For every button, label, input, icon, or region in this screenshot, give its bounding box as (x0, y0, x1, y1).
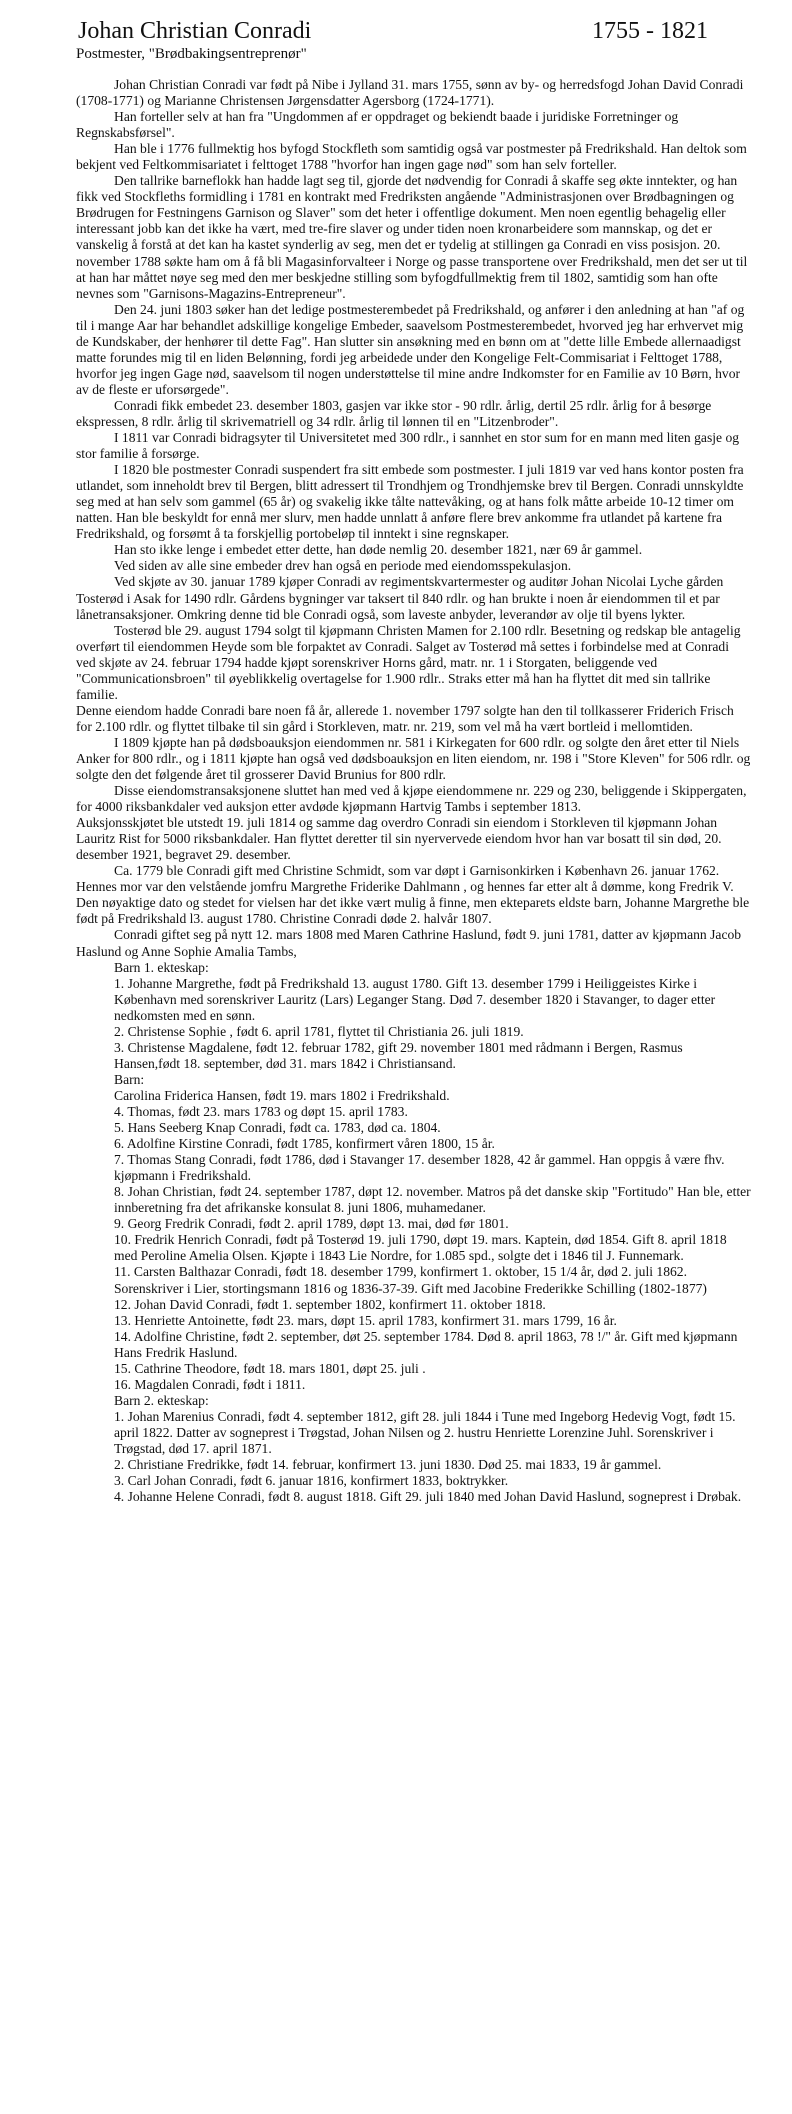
paragraph: Disse eiendomstransaksjonene sluttet han med ved å kjøpe eiendommene nr. 229 og 230, beliggende i Skippergaten, for 4000 riksbankdaler ved auksjon etter avdøde kjøpmann Hartvig Tambs i september 1813. (76, 783, 747, 815)
child-entry: 6. Adolfine Kirstine Conradi, født 1785, konfirmert våren 1800, 15 år. (114, 1136, 495, 1152)
child-entry: 9. Georg Fredrik Conradi, født 2. april 1789, døpt 13. mai, død før 1801. (114, 1216, 509, 1232)
child-entry: 5. Hans Seeberg Knap Conradi, født ca. 1783, død ca. 1804. (114, 1120, 441, 1136)
child-entry: 7. Thomas Stang Conradi, født 1786, død i Stavanger 17. desember 1828, 42 år gammel. Han oppgis å være fhv. kjøpmann i Fredrikshald. (114, 1152, 725, 1184)
child-entry: 3. Christense Magdalene, født 12. februar 1782, gift 29. november 1801 med rådmann i Bergen, Rasmus Hansen,født 18. september, død 31. mars 1842 i Christiansand. (114, 1039, 683, 1071)
child-entry: 1. Johanne Margrethe, født på Fredrikshald 13. august 1780. Gift 13. desember 1799 i Heiliggeistes Kirke i København med sorenskriver Lauritz (Lars) Leganger Stang. Død 7. desember 1820 i Stavanger, to dager etter nedkomsten med en sønn. (114, 975, 716, 1023)
occupation-subtitle: Postmester, "Brødbakingsentreprenør" (76, 46, 307, 62)
child-entry: Carolina Friderica Hansen, født 19. mars 1802 i Fredrikshald. (114, 1087, 450, 1103)
paragraph: Han ble i 1776 fullmektig hos byfogd Stockfleth som samtidig også var postmester på Fredrikshald. Han deltok som bekjent ved Feltkommisariatet i felttoget 1788 "hvorfor han ingen gage nød" som han selv forteller. (76, 141, 747, 173)
child-entry: 2. Christense Sophie , født 6. april 1781, flyttet til Christiania 26. juli 1819. (114, 1023, 524, 1039)
child-entry: 12. Johan David Conradi, født 1. september 1802, konfirmert 11. oktober 1818. (114, 1296, 546, 1312)
child-entry: 15. Cathrine Theodore, født 18. mars 1801, døpt 25. juli . (114, 1360, 426, 1376)
child-entry: 1. Johan Marenius Conradi, født 4. september 1812, gift 28. juli 1844 i Tune med Ingeborg Hedevig Vogt, født 15. april 1822. Datter av sogneprest i Trøgstad, Johan Nilsen og 2. hustru Henriette Lorenzine Juhl. Sorenskriver i Trøgstad, død 17. april 1871. (114, 1408, 736, 1456)
child-entry: 10. Fredrik Henrich Conradi, født på Tosterød 19. juli 1790, døpt 19. mars. Kaptein, død 1854. Gift 8. april 1818 med Peroline Amelia Olsen. Kjøpte i 1843 Lie Nordre, for 1.085 spd., solgte det i 1846 til J. Funnemark. (114, 1232, 727, 1264)
child-entry: Barn: (114, 1071, 145, 1087)
lifespan-heading: 1755 - 1821 (592, 18, 708, 44)
paragraph: Ved skjøte av 30. januar 1789 kjøper Conradi av regimentskvartermester og auditør Johan Nicolai Lyche gården Tosterød i Asak for 1490 rdlr. Gårdens bygninger var taksert til 840 rdlr. og han brukte i noen år eiendommen til et par lånetransaksjoner. Omkring denne tid ble Conradi også, som laveste anbyder, leverandør av olje til byens lykter. (76, 574, 724, 622)
paragraph: Den 24. juni 1803 søker han det ledige postmesterembedet på Fredrikshald, og anfører i den anledning at han "af og til i mange Aar har behandlet adskillige kongelige Embeder, saavelsom Postmesterembedet, hvorved jeg har erhvervet mig de Kundskaber, der henhører til dette Fag". Han slutter sin ansøkning med en bønn om at "dette lille Embede allernaadigst matte forundes mig til en liden Belønning, fordi jeg arbeidede under den Kongelige Felt-Commisariat i Felttoget 1788, hvorfor jeg ingen Gage nød, saavelsom til nogen understøttelse til mine andre Indkomster for en Familie av 10 Børn, hvor av de fleste er uforsørgede". (76, 301, 745, 397)
child-entry: 4. Thomas, født 23. mars 1783 og døpt 15. april 1783. (114, 1104, 408, 1119)
paragraph: I 1811 var Conradi bidragsyter til Universitetet med 300 rdlr., i sannhet en stor sum for en mann med liten gasje og stor familie å forsørge. (76, 430, 740, 462)
child-entry: 8. Johan Christian, født 24. september 1787, døpt 12. november. Matros på det danske skip "Fortitudo" Han ble, etter innberetning fra det afrikanske konsulat 8. juni 1806, muhamedaner. (114, 1184, 751, 1216)
child-entry: 13. Henriette Antoinette, født 23. mars, døpt 15. april 1783, konfirmert 31. mars 1799, 16 år. (114, 1312, 617, 1328)
paragraph: Conradi giftet seg på nytt 12. mars 1808 med Maren Cathrine Haslund, født 9. juni 1781, datter av kjøpmann Jacob Haslund og Anne Sophie Amalia Tambs, (76, 927, 742, 959)
person-name-heading: Johan Christian Conradi (78, 18, 312, 44)
paragraph: Johan Christian Conradi var født på Nibe i Jylland 31. mars 1755, sønn av by- og herredsfogd Johan David Conradi (1708-1771) og Marianne Christensen Jørgensdatter Agersborg (1724-1771). (76, 77, 744, 109)
paragraph: Tosterød ble 29. august 1794 solgt til kjøpmann Christen Mamen for 2.100 rdlr. Besetning og redskap ble antagelig overført til eiendommen Heyde som ble forpaktet av Conradi. Salget av Tosterød må settes i forbindelse med at Conradi ved skjøte av 24. februar 1794 hadde kjøpt sorenskriver Horns gård, matr. nr. 1 i Storgaten, beliggende ved "Communicationsbroen" til øyeblikkelig overtagelse for 1.900 rdlr.. Straks etter må han ha flyttet dit med sin tallrike familie. (76, 622, 741, 702)
paragraph: Auksjonsskjøtet ble utstedt 19. juli 1814 og samme dag overdro Conradi sin eiendom i Storkleven til kjøpmann Johan Lauritz Rist for 5000 riksbankdaler. Han flyttet deretter til sin nyervervede eiendom hvor han var bosatt til sin død, 20. desember 1921, begravet 29. desember. (76, 815, 722, 863)
paragraph: Han sto ikke lenge i embedet etter dette, han døde nemlig 20. desember 1821, nær 69 år gammel. (114, 542, 643, 558)
children-second-marriage-list (76, 1409, 752, 1505)
children-first-marriage-list (76, 976, 752, 1393)
paragraph: Ved siden av alle sine embeder drev han også en periode med eiendomsspekulasjon. (114, 558, 572, 574)
child-entry: 14. Adolfine Christine, født 2. september, døt 25. september 1784. Død 8. april 1863, 78 !/" år. Gift med kjøpmann Hans Fredrik Haslund. (114, 1328, 738, 1360)
paragraph: I 1820 ble postmester Conradi suspendert fra sitt embede som postmester. I juli 1819 var ved hans kontor posten fra utlandet, som inneholdt brev til Bergen, blitt adressert til Trondhjem og Trondhjemske brev til Bergen. Conradi unnskyldte seg med at han selv som gammel (65 år) og svakelig ikke tålte nattevåking, og at hans folk måtte arbeide 10-12 timer om natten. Han ble beskyldt for ennå mer slurv, men hadde unnlatt å anføre flere brev ankomme fra utlandet på kartene fra Fredrikshald, og forsømt å ta forskjellig portobeløp til inntekt i sine regnskaper. (76, 462, 744, 542)
paragraph: I 1809 kjøpte han på dødsboauksjon eiendommen nr. 581 i Kirkegaten for 600 rdlr. og solgte den året etter til Niels Anker for 800 rdlr., og i 1811 kjøpte han også ved dødsboauksjon en liten eiendom, nr. 198 i "Store Kleven" for 506 rdlr. og solgte den det følgende året til grosserer David Brunius for 800 rdlr. (76, 734, 751, 783)
paragraph: Ca. 1779 ble Conradi gift med Christine Schmidt, som var døpt i Garnisonkirken i København 26. januar 1762. Hennes mor var den velstående jomfru Margrethe Friderike Dahlmann , og hennes far etter alt å dømme, kong Fredrik V. Den nøyaktige dato og stedet for vielsen har det ikke vært mulig å finne, men ekteparets eldste barn, Johanne Margrethe ble født på Fredrikshald l3. august 1780. Christine Conradi døde 2. halvår 1807. (76, 863, 750, 927)
children-first-marriage-label: Barn 1. ekteskap: (114, 959, 209, 975)
child-entry: 2. Christiane Fredrikke, født 14. februar, konfirmert 13. juni 1830. Død 25. mai 1833, 19 år gammel. (114, 1457, 662, 1473)
paragraph: Den tallrike barneflokk han hadde lagt seg til, gjorde det nødvendig for Conradi å skaffe seg økte inntekter, og han fikk ved Stockfleths formidling i 1781 en kontrakt med Fredriksten angående "Administrasjonen over Brødbagningen og Brødrugen for Festningens Garnison og Slaver" som det heter i offentlige dokument. Men noen egentlig behagelig eller interessant jobb kan det ikke ha vært, med tre-fire slaver og under tiden noen kronarbeidere som mannskap, og det er vanskelig å forstå at det kan ha kastet synderlig av seg, men det er tydelig at stillingen ga Conradi en viss posisjon. 20. november 1788 søkte ham om å få bli Magasinforvalteer i Norge og passe transportene over Fredrikshald, men det ser ut til at han har måttet nøye seg med den mer beskjedne stilling som byfogdfullmektig frem til 1802, samtidig som han ofte nevnes som "Garnisons-Magazins-Entrepreneur". (76, 173, 748, 301)
child-entry: 16. Magdalen Conradi, født i 1811. (114, 1376, 306, 1392)
child-entry: 4. Johanne Helene Conradi, født 8. august 1818. Gift 29. juli 1840 med Johan David Haslund, sogneprest i Drøbak. (114, 1489, 742, 1505)
child-entry: 3. Carl Johan Conradi, født 6. januar 1816, konfirmert 1833, boktrykker. (114, 1473, 509, 1489)
biography-paragraphs (76, 77, 752, 960)
biography-body (76, 77, 752, 1505)
children-second-marriage-label: Barn 2. ekteskap: (114, 1392, 209, 1408)
paragraph: Han forteller selv at han fra "Ungdommen af er oppdraget og bekiendt baade i juridiske Forretninger og Regnskabsførsel". (76, 109, 679, 141)
paragraph: Denne eiendom hadde Conradi bare noen få år, allerede 1. november 1797 solgte han den til tollkasserer Friderich Frisch for 2.100 rdlr. og flyttet tilbake til sin gård i Storkleven, matr. nr. 219, som vel må ha vært bortleid i mellomtiden. (76, 702, 734, 734)
paragraph: Conradi fikk embedet 23. desember 1803, gasjen var ikke stor - 90 rdlr. årlig, dertil 25 rdlr. årlig for å besørge ekspressen, 8 rdlr. årlig til skrivematriell og 34 rdlr. årlig til lønnen til en "Litzenbroder". (76, 397, 712, 429)
document-header (76, 12, 752, 46)
child-entry: 11. Carsten Balthazar Conradi, født 18. desember 1799, konfirmert 1. oktober, 15 1/4 år, død 2. juli 1862. Sorenskriver i Lier, stortingsmann 1816 og 1836-37-39. Gift med Jacobine Frederikke Schilling (1802-1877) (114, 1264, 707, 1296)
